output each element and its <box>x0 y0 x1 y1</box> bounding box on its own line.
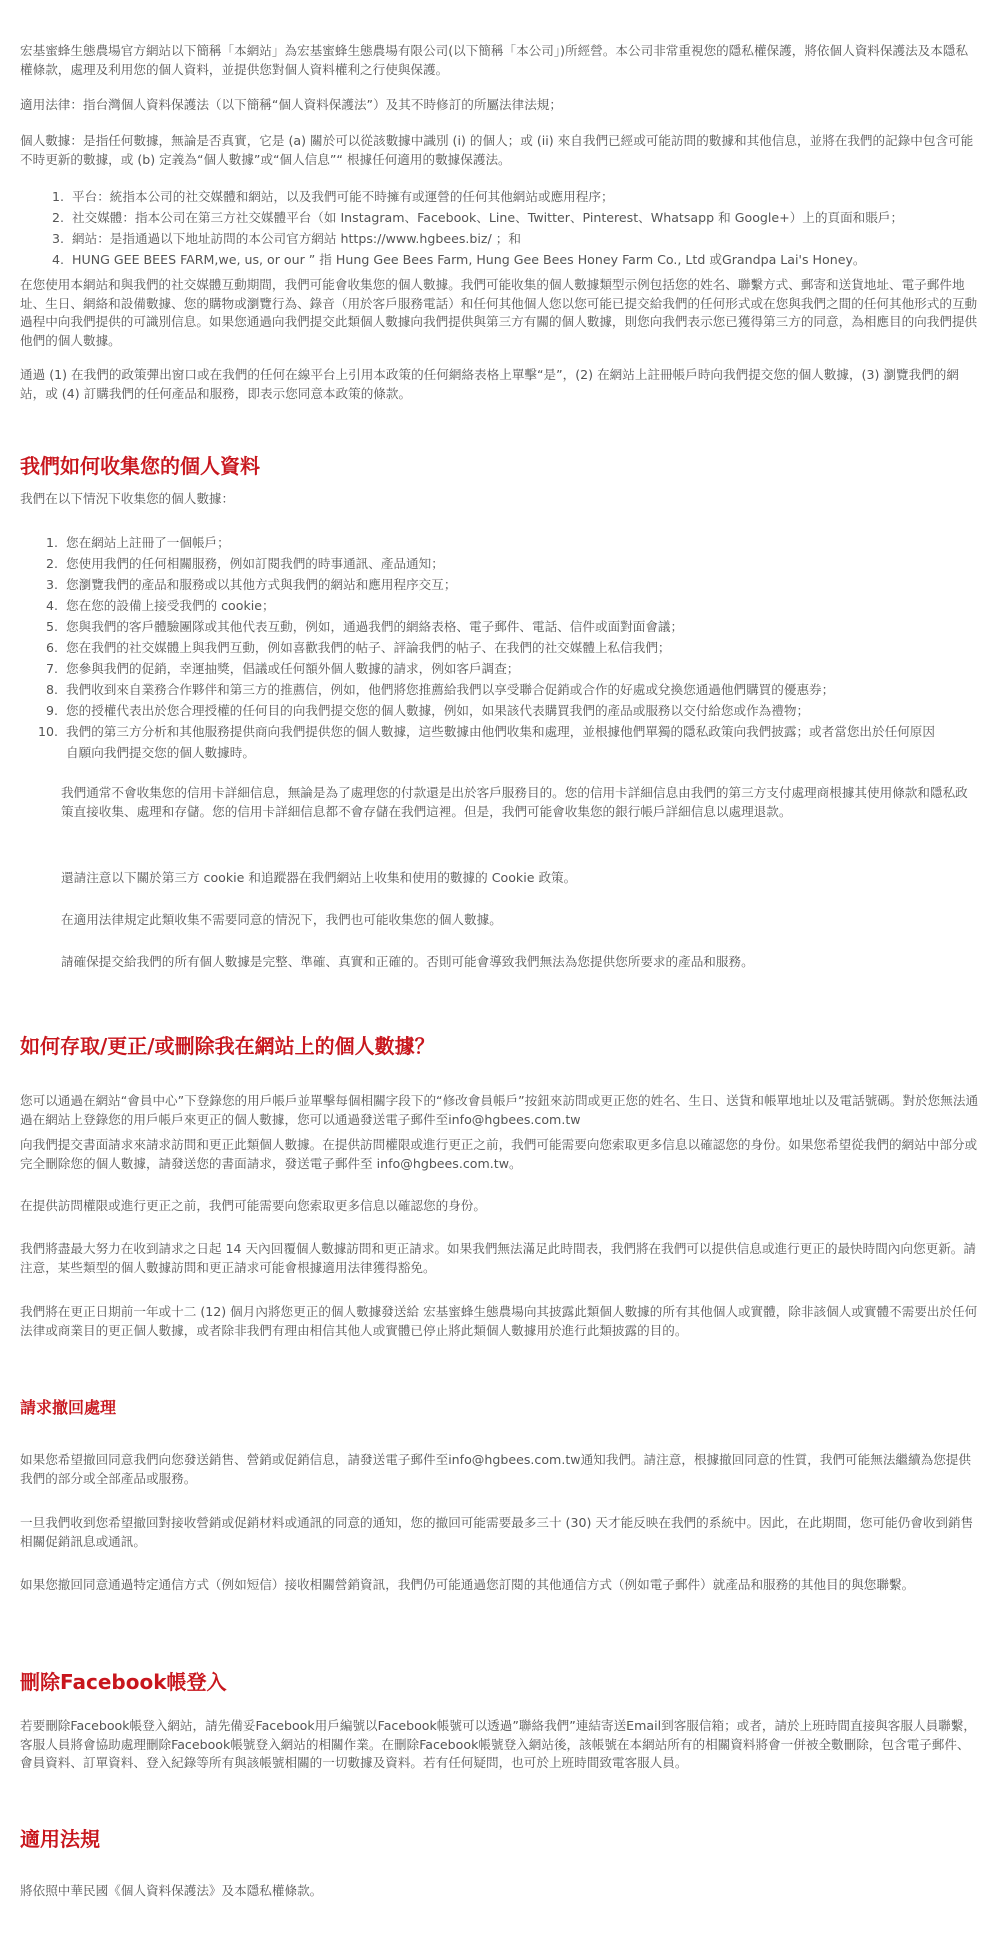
section-title-access: 如何存取/更正/或刪除我在網站上的個人數據？ <box>20 1034 435 1058</box>
intro-paragraph-data-collection: 在您使用本網站和與我們的社交媒體互動期間，我們可能會收集您的個人數據。我們可能收集的個人數據類型示例包括您的姓名、聯繫方式、郵寄和送貨地址、電子郵件地址、生日、網絡和設備數據、您的購物或瀏覽行為、錄音（用於客戶服務電話）和任何其他個人您以您可能已提交給我們的任何形式或在您與我們之間的任何其他形式的互動過程中向我們提供的可識別信息。如果您通過向我們提交此類個人數據向我們提供與第三方有關的個人數據，則您向我們表示您已獲得第三方的同意，為相應目的向我們提供他們的個人數據。 <box>20 277 978 348</box>
withdraw-paragraph-2: 一旦我們收到您希望撤回對接收營銷或促銷材料或通訊的同意的通知，您的撤回可能需要最多三十 (30) 天才能反映在我們的系統中。因此，在此期間，您可能仍會收到銷售相關促銷訊息或通訊。 <box>20 1515 974 1549</box>
intro-paragraph-company: 宏基蜜蜂生態農場官方網站以下簡稱「本網站」為宏基蜜蜂生態農場有限公司(以下簡稱「本公司」)所經營。本公司非常重視您的隱私權保護，將依個人資料保護法及本隱私權條款，處理及利用您的個人資料，並提供您對個人資料權利之行使與保護。 <box>20 43 969 77</box>
list-item: 5. 您與我們的客戶體驗團隊或其他代表互動，例如，通過我們的網絡表格、電子郵件、電話、信件或面對面會議； <box>62 616 940 637</box>
list-item: 9. 您的授權代表出於您合理授權的任何目的向我們提交您的個人數據，例如，如果該代表購買我們的產品或服務以交付給您或作為禮物； <box>62 700 940 721</box>
list-item: 3. 網站：是指通過以下地址訪問的本公司官方網站 https://www.hgbees.biz/ ；和 <box>68 228 980 249</box>
governing-law-paragraph: 將依照中華民國《個人資料保護法》及本隱私權條款。 <box>20 1883 323 1898</box>
access-paragraph-1: 您可以通過在網站“會員中心”下登錄您的用戶帳戶並單擊每個相關字段下的“修改會員帳戶”按鈕來訪問或更正您的姓名、生日、送貨和帳單地址以及電話號碼。對於您無法通過在網站上登錄您的用戶帳戶來更正的個人數據，您可以通過發送電子郵件至info@hgbees.com.tw <box>20 1093 979 1127</box>
list-item: 1. 平台：統指本公司的社交媒體和網站，以及我們可能不時擁有或運營的任何其他網站或應用程序； <box>68 186 980 207</box>
access-paragraph-3: 我們將盡最大努力在收到請求之日起 14 天內回覆個人數據訪問和更正請求。如果我們無法滿足此時間表，我們將在我們可以提供信息或進行更正的最快時間內向您更新。請注意，某些類型的個人數據訪問和更正請求可能會根據適用法律獲得豁免。 <box>20 1241 976 1275</box>
access-paragraph-1b: 向我們提交書面請求來請求訪問和更正此類個人數據。在提供訪問權限或進行更正之前，我們可能需要向您索取更多信息以確認您的身份。如果您希望從我們的網站中部分或完全刪除您的個人數據，請發送您的書面請求，發送電子郵件至 info@hgbees.com.tw。 <box>20 1137 978 1171</box>
list-item: 2. 您使用我們的任何相關服務，例如訂閱我們的時事通訊、產品通知； <box>62 553 940 574</box>
section-title-withdraw: 請求撤回處理 <box>20 1398 117 1417</box>
list-item: 4. 您在您的設備上接受我們的 cookie； <box>62 595 940 616</box>
facebook-paragraph: 若要刪除Facebook帳登入網站，請先備妥Facebook用戶編號以Facebook帳號可以透過”聯絡我們”連結寄送Email到客服信箱；或者，請於上班時間直接與客服人員聯繫，客服人員將會協助處理刪除Facebook帳號登入網站的相關作業。在刪除Facebook帳號登入網站後，該帳號在本網站所有的相關資料將會一併被全數刪除，包含電子郵件、會員資料、訂單資料、登入紀錄等所有與該帳號相關的一切數據及資料。若有任何疑問，也可於上班時間致電客服人員。 <box>20 1718 976 1770</box>
intro-paragraph-consent: 通過 (1) 在我們的政策彈出窗口或在我們的任何在線平台上引用本政策的任何網絡表格上單擊“是”，(2) 在網站上註冊帳戶時向我們提交您的個人數據，(3) 瀏覽我們的網站，或 (4) 訂購我們的任何產品和服務，即表示您同意本政策的條款。 <box>20 367 959 401</box>
law-paragraph: 在適用法律規定此類收集不需要同意的情況下，我們也可能收集您的個人數據。 <box>61 912 502 927</box>
cookie-paragraph: 還請注意以下關於第三方 cookie 和追蹤器在我們網站上收集和使用的數據的 Cookie 政策。 <box>61 870 577 885</box>
list-item: 4. HUNG GEE BEES FARM,we, us, or our ” 指 Hung Gee Bees Farm, Hung Gee Bees Honey Farm Co., Ltd 或Grandpa Lai's Honey。 <box>68 249 980 270</box>
access-paragraph-4: 我們將在更正日期前一年或十二 (12) 個月內將您更正的個人數據發送給 宏基蜜蜂生態農場向其披露此類個人數據的所有其他個人或實體，除非該個人或實體不需要出於任何法律或商業目的更正個人數據，或者除非我們有理由相信其他人或實體已停止將此類個人數據用於進行此類披露的目的。 <box>20 1304 978 1338</box>
intro-paragraph-personal-data: 個人數據：是指任何數據，無論是否真實，它是 (a) 關於可以從該數據中識別 (i) 的個人；或 (ii) 來自我們已經或可能訪問的數據和其他信息，並將在我們的記錄中包含可能不時更新的數據，或 (b) 定義為“個人數據”或“個人信息”“ 根據任何適用的數據保護法。 <box>20 133 974 167</box>
collect-list <box>38 532 940 763</box>
collect-lead: 我們在以下情況下收集您的個人數據： <box>20 491 235 506</box>
section-title-governing-law: 適用法規 <box>20 1827 100 1851</box>
list-item: 2. 社交媒體：指本公司在第三方社交媒體平台（如 Instagram、Facebook、Line、Twitter、Pinterest、Whatsapp 和 Google+）上的頁面和賬戶； <box>68 207 980 228</box>
credit-card-paragraph: 我們通常不會收集您的信用卡詳細信息，無論是為了處理您的付款還是出於客戶服務目的。您的信用卡詳細信息由我們的第三方支付處理商根據其使用條款和隱私政策直接收集、處理和存儲。您的信用卡詳細信息都不會存儲在我們這裡。但是，我們可能會收集您的銀行帳戶詳細信息以處理退款。 <box>61 785 968 819</box>
list-item: 7. 您參與我們的促銷，幸運抽獎，倡議或任何額外個人數據的請求，例如客戶調查； <box>62 658 940 679</box>
list-item: 1. 您在網站上註冊了一個帳戶； <box>62 532 940 553</box>
section-title-collect: 我們如何收集您的個人資料 <box>20 454 260 478</box>
list-item: 10. 我們的第三方分析和其他服務提供商向我們提供您的個人數據，這些數據由他們收集和處理，並根據他們單獨的隱私政策向我們披露；或者當您出於任何原因自願向我們提交您的個人數據時。 <box>62 721 940 763</box>
list-item: 6. 您在我們的社交媒體上與我們互動，例如喜歡我們的帖子、評論我們的帖子、在我們的社交媒體上私信我們； <box>62 637 940 658</box>
accuracy-paragraph: 請確保提交給我們的所有個人數據是完整、準確、真實和正確的。否則可能會導致我們無法為您提供您所要求的產品和服務。 <box>61 954 754 969</box>
section-title-facebook: 刪除Facebook帳登入 <box>20 1670 227 1694</box>
withdraw-paragraph-1: 如果您希望撤回同意我們向您發送銷售、營銷或促銷信息，請發送電子郵件至info@hgbees.com.tw通知我們。請注意，根據撤回同意的性質，我們可能無法繼續為您提供我們的部分或全部產品或服務。 <box>20 1452 971 1486</box>
definitions-list <box>44 186 980 270</box>
list-item: 8. 我們收到來自業務合作夥伴和第三方的推薦信，例如，他們將您推薦給我們以享受聯合促銷或合作的好處或兌換您通過他們購買的優惠券； <box>62 679 940 700</box>
intro-paragraph-applicable-law: 適用法律：指台灣個人資料保護法（以下簡稱“個人資料保護法”）及其不時修訂的所屬法律法規； <box>20 97 562 112</box>
list-item: 3. 您瀏覽我們的產品和服務或以其他方式與我們的網站和應用程序交互； <box>62 574 940 595</box>
withdraw-paragraph-3: 如果您撤回同意通過特定通信方式（例如短信）接收相關營銷資訊，我們仍可能通過您訂閱的其他通信方式（例如電子郵件）就產品和服務的其他目的與您聯繫。 <box>20 1577 915 1592</box>
access-paragraph-2: 在提供訪問權限或進行更正之前，我們可能需要向您索取更多信息以確認您的身份。 <box>20 1198 486 1213</box>
